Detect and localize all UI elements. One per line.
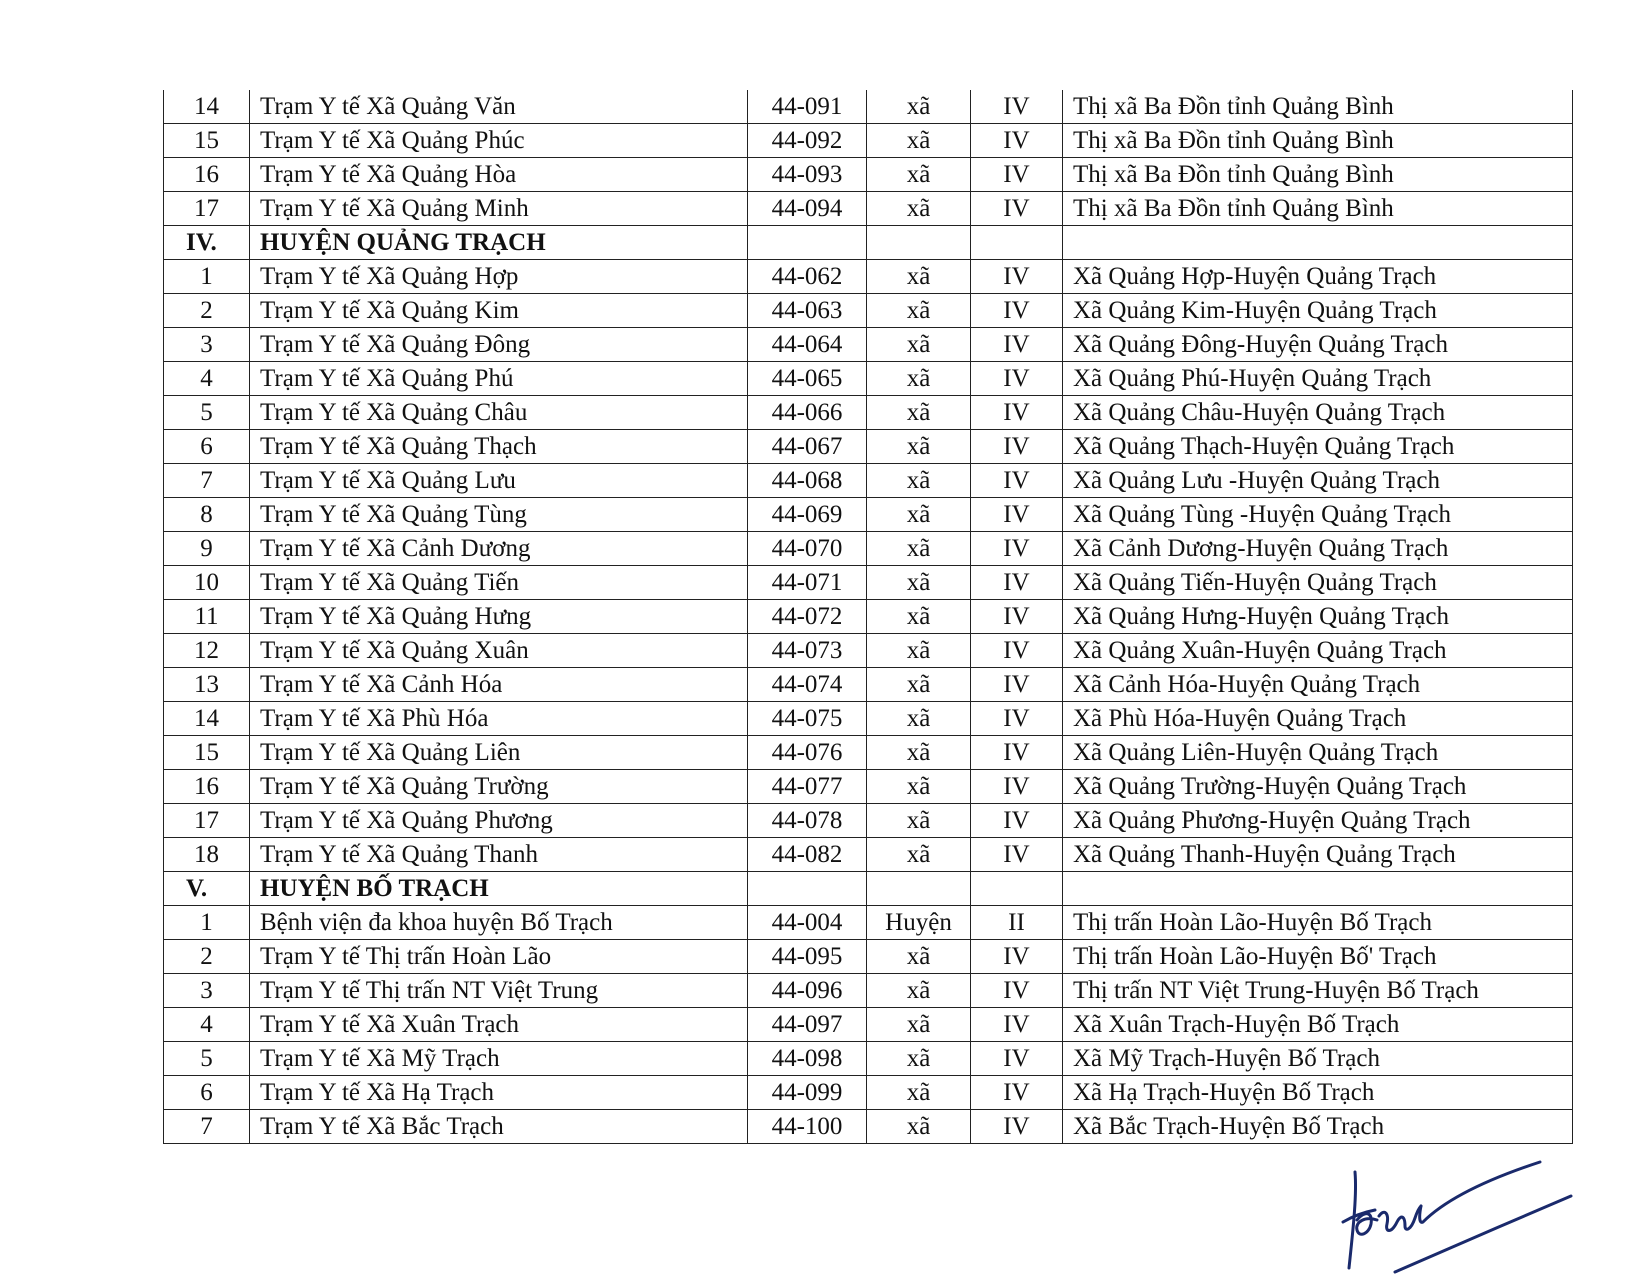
- cell-facility-name: Trạm Y tế Xã Quảng Xuân: [250, 634, 748, 668]
- cell-level: xã: [867, 736, 971, 770]
- cell-address: Xã Quảng Phú-Huyện Quảng Trạch: [1063, 362, 1573, 396]
- cell-grade: IV: [971, 668, 1063, 702]
- cell-facility-name: Trạm Y tế Xã Quảng Văn: [250, 90, 748, 124]
- cell-code: 44-004: [748, 906, 867, 940]
- cell-number: 12: [164, 634, 250, 668]
- cell-number: 8: [164, 498, 250, 532]
- cell-code: 44-096: [748, 974, 867, 1008]
- cell-address: Xã Cảnh Hóa-Huyện Quảng Trạch: [1063, 668, 1573, 702]
- cell-code: 44-076: [748, 736, 867, 770]
- cell-code: [748, 226, 867, 260]
- cell-address: Xã Quảng Xuân-Huyện Quảng Trạch: [1063, 634, 1573, 668]
- cell-number: 7: [164, 464, 250, 498]
- table-row: [164, 906, 1573, 940]
- cell-grade: IV: [971, 430, 1063, 464]
- cell-level: xã: [867, 464, 971, 498]
- cell-grade: IV: [971, 192, 1063, 226]
- cell-address: Xã Quảng Tùng -Huyện Quảng Trạch: [1063, 498, 1573, 532]
- cell-facility-name: Trạm Y tế Xã Cảnh Dương: [250, 532, 748, 566]
- cell-number: 16: [164, 770, 250, 804]
- cell-level: xã: [867, 192, 971, 226]
- cell-code: 44-075: [748, 702, 867, 736]
- table-row: [164, 498, 1573, 532]
- cell-number: V.: [164, 872, 250, 906]
- cell-grade: IV: [971, 804, 1063, 838]
- cell-code: 44-069: [748, 498, 867, 532]
- cell-facility-name: Trạm Y tế Xã Bắc Trạch: [250, 1110, 748, 1144]
- cell-grade: IV: [971, 158, 1063, 192]
- table-row: [164, 430, 1573, 464]
- cell-address: Xã Quảng Liên-Huyện Quảng Trạch: [1063, 736, 1573, 770]
- cell-address: Xã Mỹ Trạch-Huyện Bố Trạch: [1063, 1042, 1573, 1076]
- cell-code: 44-093: [748, 158, 867, 192]
- cell-number: 4: [164, 362, 250, 396]
- cell-grade: IV: [971, 294, 1063, 328]
- cell-code: 44-091: [748, 90, 867, 124]
- cell-address: Xã Quảng Lưu -Huyện Quảng Trạch: [1063, 464, 1573, 498]
- cell-grade: IV: [971, 634, 1063, 668]
- cell-number: 15: [164, 736, 250, 770]
- cell-address: Xã Quảng Thanh-Huyện Quảng Trạch: [1063, 838, 1573, 872]
- cell-address: Xã Cảnh Dương-Huyện Quảng Trạch: [1063, 532, 1573, 566]
- cell-facility-name: Trạm Y tế Xã Quảng Liên: [250, 736, 748, 770]
- cell-number: 15: [164, 124, 250, 158]
- cell-level: xã: [867, 974, 971, 1008]
- table-row: [164, 940, 1573, 974]
- cell-facility-name: Trạm Y tế Xã Cảnh Hóa: [250, 668, 748, 702]
- cell-facility-name: Trạm Y tế Xã Xuân Trạch: [250, 1008, 748, 1042]
- cell-grade: IV: [971, 532, 1063, 566]
- cell-grade: IV: [971, 702, 1063, 736]
- cell-number: 1: [164, 906, 250, 940]
- cell-number: 18: [164, 838, 250, 872]
- table-row: [164, 1008, 1573, 1042]
- cell-code: 44-068: [748, 464, 867, 498]
- cell-number: 9: [164, 532, 250, 566]
- cell-grade: IV: [971, 600, 1063, 634]
- cell-code: 44-070: [748, 532, 867, 566]
- cell-number: 2: [164, 940, 250, 974]
- cell-facility-name: Trạm Y tế Xã Quảng Minh: [250, 192, 748, 226]
- cell-facility-name: Trạm Y tế Xã Quảng Kim: [250, 294, 748, 328]
- cell-code: 44-099: [748, 1076, 867, 1110]
- table-row: [164, 260, 1573, 294]
- table-row: [164, 566, 1573, 600]
- cell-code: 44-071: [748, 566, 867, 600]
- cell-address: Xã Quảng Trường-Huyện Quảng Trạch: [1063, 770, 1573, 804]
- table-row: [164, 1110, 1573, 1144]
- cell-address: Thị trấn NT Việt Trung-Huyện Bố Trạch: [1063, 974, 1573, 1008]
- cell-level: xã: [867, 804, 971, 838]
- cell-code: 44-100: [748, 1110, 867, 1144]
- table-row: [164, 1042, 1573, 1076]
- cell-grade: IV: [971, 124, 1063, 158]
- cell-level: xã: [867, 1076, 971, 1110]
- cell-facility-name: Trạm Y tế Xã Quảng Thạch: [250, 430, 748, 464]
- cell-number: 14: [164, 702, 250, 736]
- cell-level: xã: [867, 770, 971, 804]
- cell-number: 2: [164, 294, 250, 328]
- table-row: [164, 770, 1573, 804]
- cell-address: Xã Hạ Trạch-Huyện Bố Trạch: [1063, 1076, 1573, 1110]
- cell-level: xã: [867, 260, 971, 294]
- table-row: [164, 90, 1573, 124]
- cell-code: 44-077: [748, 770, 867, 804]
- cell-address: Xã Quảng Thạch-Huyện Quảng Trạch: [1063, 430, 1573, 464]
- cell-grade: IV: [971, 464, 1063, 498]
- cell-facility-name: Trạm Y tế Xã Quảng Phúc: [250, 124, 748, 158]
- cell-grade: IV: [971, 396, 1063, 430]
- table-row: [164, 328, 1573, 362]
- cell-grade: IV: [971, 838, 1063, 872]
- cell-facility-name: Trạm Y tế Xã Hạ Trạch: [250, 1076, 748, 1110]
- cell-grade: IV: [971, 1110, 1063, 1144]
- cell-address: Thị trấn Hoàn Lão-Huyện Bố' Trạch: [1063, 940, 1573, 974]
- table-row: [164, 668, 1573, 702]
- cell-grade: IV: [971, 770, 1063, 804]
- cell-code: 44-092: [748, 124, 867, 158]
- cell-level: [867, 872, 971, 906]
- cell-level: xã: [867, 158, 971, 192]
- cell-grade: IV: [971, 328, 1063, 362]
- cell-level: Huyện: [867, 906, 971, 940]
- cell-facility-name: Trạm Y tế Xã Quảng Thanh: [250, 838, 748, 872]
- cell-number: IV.: [164, 226, 250, 260]
- cell-grade: IV: [971, 1076, 1063, 1110]
- cell-address: [1063, 872, 1573, 906]
- cell-grade: IV: [971, 260, 1063, 294]
- cell-code: 44-064: [748, 328, 867, 362]
- cell-address: Xã Quảng Đông-Huyện Quảng Trạch: [1063, 328, 1573, 362]
- cell-address: Xã Bắc Trạch-Huyện Bố Trạch: [1063, 1110, 1573, 1144]
- cell-facility-name: Trạm Y tế Xã Quảng Tiến: [250, 566, 748, 600]
- cell-code: 44-078: [748, 804, 867, 838]
- cell-address: Xã Quảng Tiến-Huyện Quảng Trạch: [1063, 566, 1573, 600]
- cell-facility-name: Trạm Y tế Xã Quảng Lưu: [250, 464, 748, 498]
- table-row: [164, 362, 1573, 396]
- section-header-row: [164, 872, 1573, 906]
- cell-level: xã: [867, 124, 971, 158]
- cell-code: 44-065: [748, 362, 867, 396]
- cell-facility-name: Trạm Y tế Xã Quảng Châu: [250, 396, 748, 430]
- cell-code: 44-097: [748, 1008, 867, 1042]
- cell-code: 44-066: [748, 396, 867, 430]
- table-row: [164, 804, 1573, 838]
- table-row: [164, 192, 1573, 226]
- cell-facility-name: Trạm Y tế Xã Quảng Tùng: [250, 498, 748, 532]
- table-row: [164, 464, 1573, 498]
- cell-number: 17: [164, 192, 250, 226]
- cell-level: xã: [867, 600, 971, 634]
- cell-address: Thị trấn Hoàn Lão-Huyện Bố Trạch: [1063, 906, 1573, 940]
- cell-grade: IV: [971, 1042, 1063, 1076]
- cell-level: xã: [867, 294, 971, 328]
- cell-grade: IV: [971, 90, 1063, 124]
- cell-address: [1063, 226, 1573, 260]
- cell-level: xã: [867, 328, 971, 362]
- cell-grade: II: [971, 906, 1063, 940]
- cell-code: 44-073: [748, 634, 867, 668]
- cell-facility-name: Bệnh viện đa khoa huyện Bố Trạch: [250, 906, 748, 940]
- cell-level: [867, 226, 971, 260]
- cell-grade: IV: [971, 974, 1063, 1008]
- facility-table: [163, 90, 1573, 1144]
- table-body: [164, 90, 1573, 1144]
- cell-facility-name: Trạm Y tế Thị trấn Hoàn Lão: [250, 940, 748, 974]
- cell-number: 6: [164, 1076, 250, 1110]
- cell-level: xã: [867, 940, 971, 974]
- cell-level: xã: [867, 532, 971, 566]
- cell-code: 44-063: [748, 294, 867, 328]
- cell-code: 44-082: [748, 838, 867, 872]
- cell-facility-name: Trạm Y tế Xã Quảng Phú: [250, 362, 748, 396]
- cell-facility-name: Trạm Y tế Xã Phù Hóa: [250, 702, 748, 736]
- cell-number: 3: [164, 974, 250, 1008]
- cell-facility-name: HUYỆN QUẢNG TRẠCH: [250, 226, 748, 260]
- cell-number: 6: [164, 430, 250, 464]
- cell-address: Thị xã Ba Đồn tỉnh Quảng Bình: [1063, 158, 1573, 192]
- cell-address: Xã Phù Hóa-Huyện Quảng Trạch: [1063, 702, 1573, 736]
- cell-level: xã: [867, 362, 971, 396]
- cell-code: 44-095: [748, 940, 867, 974]
- cell-address: Thị xã Ba Đồn tỉnh Quảng Bình: [1063, 192, 1573, 226]
- cell-level: xã: [867, 1008, 971, 1042]
- table-row: [164, 396, 1573, 430]
- cell-level: xã: [867, 566, 971, 600]
- cell-facility-name: Trạm Y tế Xã Quảng Hưng: [250, 600, 748, 634]
- cell-facility-name: Trạm Y tế Thị trấn NT Việt Trung: [250, 974, 748, 1008]
- cell-level: xã: [867, 634, 971, 668]
- cell-grade: IV: [971, 1008, 1063, 1042]
- cell-address: Xã Quảng Phương-Huyện Quảng Trạch: [1063, 804, 1573, 838]
- table-row: [164, 736, 1573, 770]
- cell-address: Xã Xuân Trạch-Huyện Bố Trạch: [1063, 1008, 1573, 1042]
- cell-address: Xã Quảng Châu-Huyện Quảng Trạch: [1063, 396, 1573, 430]
- cell-number: 5: [164, 1042, 250, 1076]
- cell-code: 44-098: [748, 1042, 867, 1076]
- cell-level: xã: [867, 668, 971, 702]
- table-row: [164, 600, 1573, 634]
- table-row: [164, 532, 1573, 566]
- cell-number: 17: [164, 804, 250, 838]
- cell-facility-name: Trạm Y tế Xã Quảng Phương: [250, 804, 748, 838]
- cell-code: 44-074: [748, 668, 867, 702]
- cell-number: 13: [164, 668, 250, 702]
- cell-code: 44-094: [748, 192, 867, 226]
- cell-code: 44-062: [748, 260, 867, 294]
- cell-number: 3: [164, 328, 250, 362]
- cell-code: [748, 872, 867, 906]
- table-row: [164, 838, 1573, 872]
- cell-address: Xã Quảng Hưng-Huyện Quảng Trạch: [1063, 600, 1573, 634]
- table-row: [164, 702, 1573, 736]
- cell-code: 44-072: [748, 600, 867, 634]
- cell-grade: IV: [971, 566, 1063, 600]
- table-row: [164, 158, 1573, 192]
- table-row: [164, 1076, 1573, 1110]
- cell-facility-name: Trạm Y tế Xã Quảng Hợp: [250, 260, 748, 294]
- cell-facility-name: Trạm Y tế Xã Mỹ Trạch: [250, 1042, 748, 1076]
- cell-facility-name: HUYỆN BỐ TRẠCH: [250, 872, 748, 906]
- cell-level: xã: [867, 498, 971, 532]
- cell-level: xã: [867, 1110, 971, 1144]
- cell-grade: IV: [971, 498, 1063, 532]
- cell-number: 5: [164, 396, 250, 430]
- cell-grade: [971, 226, 1063, 260]
- section-header-row: [164, 226, 1573, 260]
- cell-number: 11: [164, 600, 250, 634]
- cell-address: Xã Quảng Kim-Huyện Quảng Trạch: [1063, 294, 1573, 328]
- table-row: [164, 974, 1573, 1008]
- cell-number: 10: [164, 566, 250, 600]
- cell-number: 7: [164, 1110, 250, 1144]
- cell-level: xã: [867, 396, 971, 430]
- cell-level: xã: [867, 430, 971, 464]
- cell-number: 16: [164, 158, 250, 192]
- cell-address: Thị xã Ba Đồn tỉnh Quảng Bình: [1063, 90, 1573, 124]
- cell-facility-name: Trạm Y tế Xã Quảng Hòa: [250, 158, 748, 192]
- cell-number: 4: [164, 1008, 250, 1042]
- cell-number: 14: [164, 90, 250, 124]
- cell-grade: IV: [971, 940, 1063, 974]
- table-row: [164, 124, 1573, 158]
- cell-grade: IV: [971, 736, 1063, 770]
- cell-level: xã: [867, 90, 971, 124]
- cell-facility-name: Trạm Y tế Xã Quảng Đông: [250, 328, 748, 362]
- cell-code: 44-067: [748, 430, 867, 464]
- cell-grade: IV: [971, 362, 1063, 396]
- cell-level: xã: [867, 1042, 971, 1076]
- cell-address: Xã Quảng Hợp-Huyện Quảng Trạch: [1063, 260, 1573, 294]
- table-row: [164, 294, 1573, 328]
- table-row: [164, 634, 1573, 668]
- cell-address: Thị xã Ba Đồn tỉnh Quảng Bình: [1063, 124, 1573, 158]
- signature-image: [1335, 1160, 1575, 1275]
- cell-level: xã: [867, 838, 971, 872]
- cell-facility-name: Trạm Y tế Xã Quảng Trường: [250, 770, 748, 804]
- cell-level: xã: [867, 702, 971, 736]
- cell-number: 1: [164, 260, 250, 294]
- cell-grade: [971, 872, 1063, 906]
